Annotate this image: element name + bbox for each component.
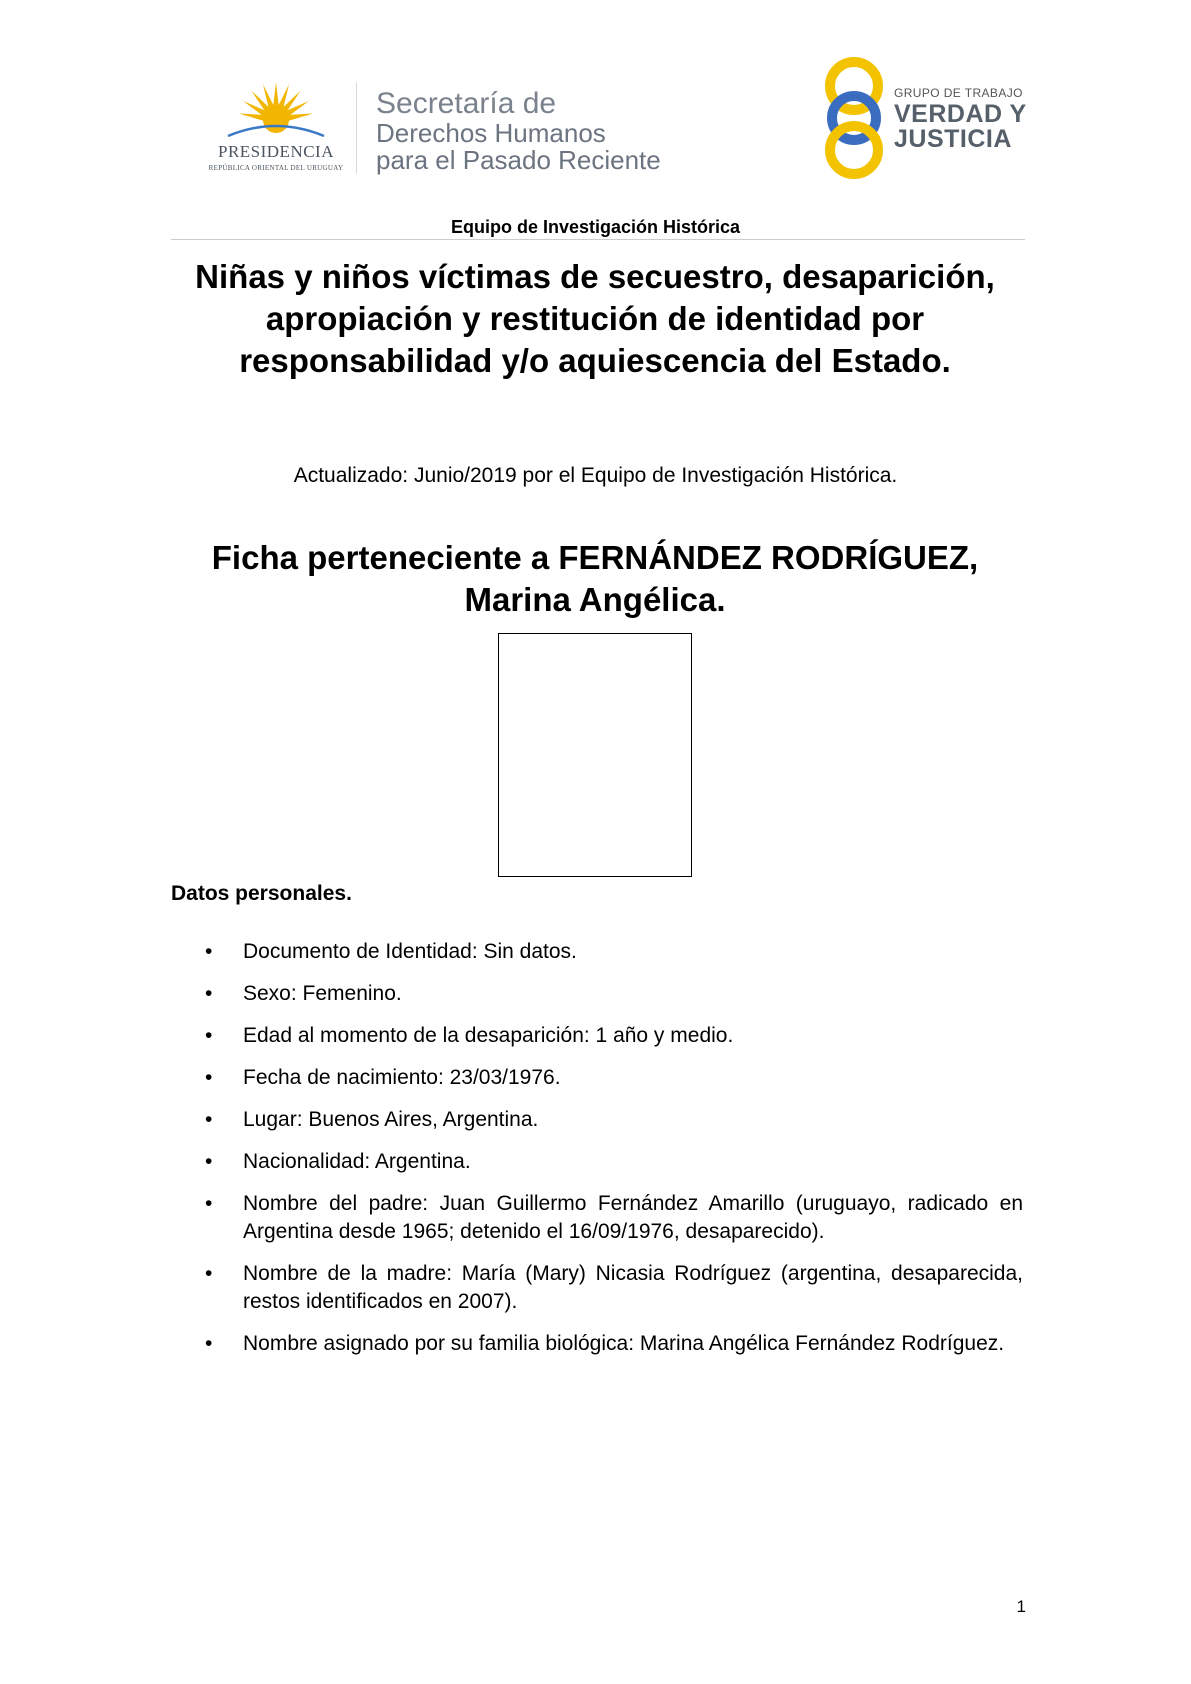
list-item — [205, 1148, 1023, 1176]
list-item — [205, 1022, 1023, 1050]
list-item — [205, 1330, 1023, 1358]
list-item-text: Sexo: Femenino. — [243, 982, 402, 1005]
list-item-text: Nacionalidad: Argentina. — [243, 1150, 471, 1173]
bullet-icon: • — [205, 1150, 213, 1173]
photo-placeholder — [498, 633, 692, 877]
list-item-text: Edad al momento de la desaparición: 1 año y medio. — [243, 1024, 734, 1047]
rings-emblem-icon — [822, 56, 892, 180]
list-item — [205, 1260, 1023, 1316]
bullet-icon: • — [205, 940, 213, 963]
list-item-text: Documento de Identidad: Sin datos. — [243, 940, 577, 963]
document-title: Niñas y niños víctimas de secuestro, desaparición, apropiación y restitución de identidad por responsabilidad y/o aquiescencia del Estado. — [195, 258, 995, 379]
list-item-text: Nombre de la madre: María (Mary) Nicasia Rodríguez (argentina, desaparecida, restos identificados en 2007). — [243, 1262, 1023, 1313]
list-item-text: Lugar: Buenos Aires, Argentina. — [243, 1108, 539, 1131]
list-item — [205, 938, 1023, 966]
header-rule — [171, 239, 1025, 240]
bullet-icon: • — [205, 1262, 213, 1285]
grupo-line3: JUSTICIA — [894, 125, 1012, 153]
team-heading: Equipo de Investigación Histórica — [450, 217, 741, 237]
bullet-icon: • — [205, 982, 213, 1005]
logo-divider — [356, 82, 357, 174]
secretaria-line1: Secretaría de — [376, 87, 557, 120]
bullet-icon: • — [205, 1024, 213, 1047]
grupo-line1: GRUPO DE TRABAJO — [894, 86, 1023, 100]
list-item — [205, 1064, 1023, 1092]
secretaria-logo-text — [376, 88, 661, 174]
list-item-text: Fecha de nacimiento: 23/03/1976. — [243, 1066, 561, 1089]
bullet-icon: • — [205, 1192, 213, 1215]
sun-emblem-icon — [226, 80, 326, 142]
grupo-line2: VERDAD Y — [894, 100, 1027, 128]
bullet-icon: • — [205, 1066, 213, 1089]
presidencia-logo — [196, 80, 356, 180]
list-item-text: Nombre asignado por su familia biológica: Marina Angélica Fernández Rodríguez. — [243, 1332, 1005, 1355]
ficha-title-line2: Marina Angélica. — [464, 581, 726, 618]
section-heading-personal: Datos personales. — [171, 882, 352, 905]
secretaria-line3: para el Pasado Reciente — [376, 144, 661, 175]
list-item-text: Nombre del padre: Juan Guillermo Fernández Amarillo (uruguayo, radicado en Argentina desde 1965; detenido el 16/09/1976, desaparecido). — [243, 1192, 1023, 1243]
page-number: 1 — [1016, 1597, 1026, 1616]
personal-data-list — [205, 938, 1023, 1372]
ficha-title — [150, 537, 1040, 621]
verdad-justicia-logo — [822, 56, 1032, 180]
presidencia-name: PRESIDENCIA — [217, 142, 334, 161]
list-item — [205, 980, 1023, 1008]
bullet-icon: • — [205, 1108, 213, 1131]
secretaria-line2: Derechos Humanos — [376, 117, 606, 148]
list-item — [205, 1190, 1023, 1246]
list-item — [205, 1106, 1023, 1134]
ficha-title-line1: Ficha perteneciente a FERNÁNDEZ RODRÍGUEZ, — [211, 539, 979, 576]
bullet-icon: • — [205, 1332, 213, 1355]
updated-note: Actualizado: Junio/2019 por el Equipo de Investigación Histórica. — [293, 464, 898, 487]
presidencia-subtitle: REPÚBLICA ORIENTAL DEL URUGUAY — [208, 164, 344, 172]
